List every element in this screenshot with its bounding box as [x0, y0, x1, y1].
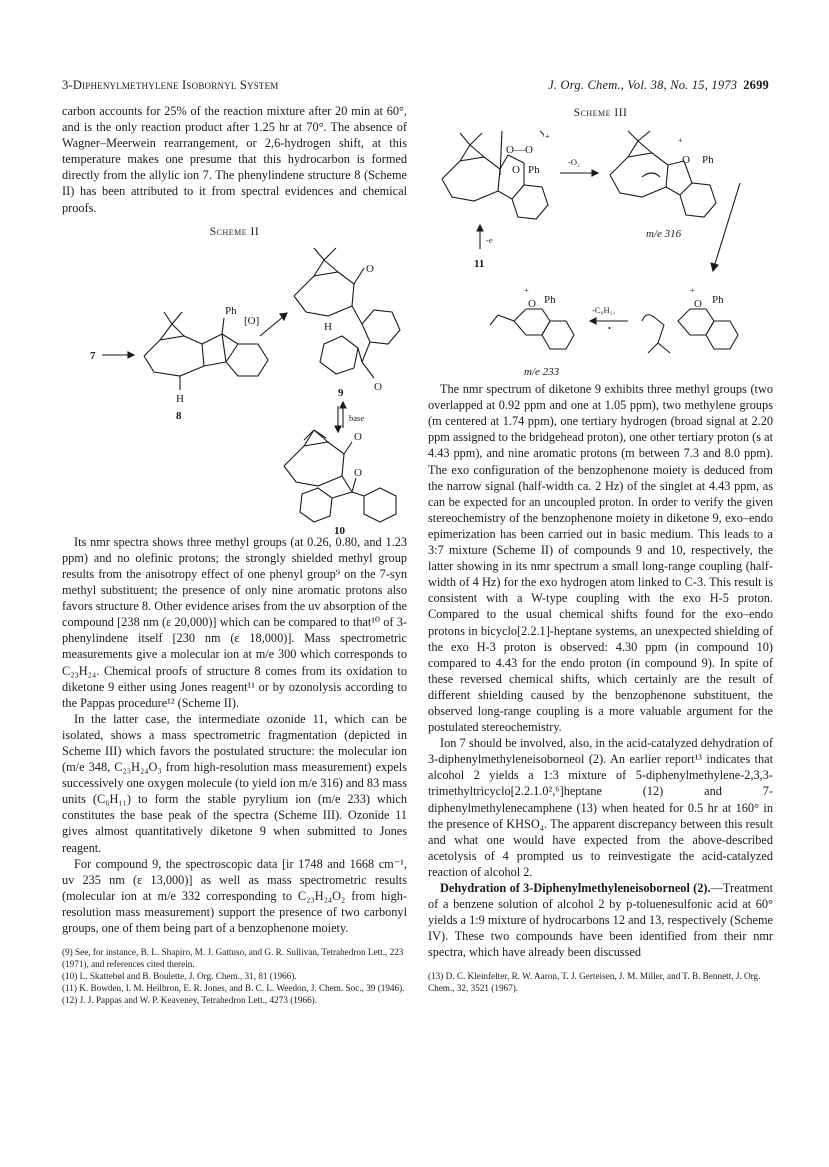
label-plus-233: + — [524, 285, 529, 296]
arrowhead — [711, 263, 718, 271]
arrow-8-to-9 — [260, 316, 284, 336]
left-paragraph-4: For compound 9, the spectroscopic data [ir 1748 and 1668 cm⁻¹, uv 235 nm (ε 13,000)] as well as mass spectrometric results (molecular ion at m/e 332 corresponding to C₂₃H₂₄O₂ from high-resolution mass measurement) support the presence of two carbonyl groups, one of them being part of a benzophenone moiety. — [62, 856, 407, 935]
right-paragraph-3 — [428, 880, 773, 960]
page-number: 2699 — [743, 78, 769, 92]
label-minus-o2: -O₂ — [568, 157, 580, 168]
label-plus-fragment: + — [690, 285, 695, 296]
arrowhead — [477, 225, 483, 231]
label-oxidation: [O] — [244, 314, 260, 327]
label-o-10-a: O — [354, 430, 362, 443]
left-paragraph-3: In the latter case, the intermediate ozonide 11, which can be isolated, shows a mass spectrometric fragmentation (depicted in Scheme III) which favors the postulated structure: the molecular ion (m/e 348, C₂₃H₂₄O₃ from high-resolution mass measurement) expels successively one oxygen molecule (to yield ion m/e 316) and 83 mass units (C₆H₁₁) to form the stable pyrylium ion (m/e 233) which constitutes the base peak of the spectra (Scheme III). Ozonide 11 gives almost quantitatively diketone 9 when submitted to Jones reagent. — [62, 711, 407, 855]
right-footnotes — [428, 970, 773, 994]
arrow-316-to-233 — [714, 183, 740, 267]
label-o-10-b: O — [354, 466, 362, 479]
journal-citation — [548, 78, 769, 93]
arrowhead — [128, 352, 134, 358]
left-paragraph-2: Its nmr spectra shows three methyl groups (at 0.26, 0.80, and 1.23 ppm) and no olefinic protons; the strongly shielded methyl group results from the anisotropy effect of one phenyl group⁹ on the 7-syn methyl substituent; the presence of only nine aromatic protons also favors structure 8. Other evidence arises from the uv absorption of the compound [238 nm (ε 20,000)] which can be compared to that¹⁰ of 3-phenylindene itself [230 nm (ε 18,000)]. Mass spectrometric measurements give a molecular ion at m/e 300 which corresponds to C₂₃H₂₄. Chemical proofs of structure 8 comes from its oxidation to diketone 9 either using Jones reagent¹¹ or by ozonolysis according to the Pappas procedure¹² (Scheme II). — [62, 534, 407, 710]
structure-10 — [284, 430, 396, 522]
left-column — [62, 103, 407, 1006]
label-minus-c6h11: -C₆H₁₁ — [592, 305, 616, 316]
label-9: 9 — [338, 386, 344, 399]
label-8: 8 — [176, 409, 182, 422]
footnote-13: (13) D. C. Kleinfelter, R. W. Aaron, T. J. Gerteisen, J. M. Miller, and T. B. Bennett, J. Org. Chem., 32, 3521 (1967). — [428, 971, 761, 994]
label-o-9-top: O — [366, 262, 374, 275]
arrowhead — [592, 170, 598, 176]
structure-ion-316 — [610, 131, 716, 217]
label-h-8: H — [176, 392, 184, 405]
right-paragraph-1: The nmr spectrum of diketone 9 exhibits three methyl groups (two overlapped at 0.92 ppm and one at 1.05 ppm), two methylene groups (m centered at 1.74 ppm), one tertiary hydrogen (broad signal at 2.20 ppm assigned to the bridgehead proton), one other tertiary proton (s at 4.43 ppm), and nine aromatic protons (m between 7.3 and 8.0 ppm). The exo configuration of the benzophenone moiety is deduced from the narrow signal (half-width ca. 2 Hz) of the singlet at 4.43 ppm, as can be expected for an uncoupled proton. In order to verify the given stereochemistry of the benzophenone moiety in diketone 9, exo–endo epimerization has been carried out in basic medium. This leads to a 3:7 mixture (Scheme II) of compounds 9 and 10, respectively, the latter showing in its nmr spectrum a small long-range coupling (half-width of 4 Hz) for the exo hydrogen atom linked to C-3. This result is consistent with a W-type coupling with the exo H-5 proton. Compared to the usual chemical shifts found for the exo–endo protons in bicyclo[2.2.1]-heptane systems, an unexpected shielding of the exo H-3 proton is observed: 4.30 ppm (in compound 10) compared to 4.43 for the endo proton (in compound 9). In spite of these reversed chemical shifts, which certainly are the result of different shielding caused by the benzophenone substituent, the observed long-range coupling is a more valuable argument for the postulated stereochemistry. — [428, 382, 773, 735]
label-ph-11: Ph — [528, 164, 540, 177]
scheme-2-figure — [62, 244, 407, 534]
right-column — [428, 103, 773, 994]
section-subheading: Dehydration of 3-Diphenylmethyleneisoborneol (2). — [440, 881, 711, 895]
scheme-2-label: Scheme II — [209, 225, 260, 238]
label-base: base — [349, 412, 365, 423]
label-ph-fragment: Ph — [712, 294, 724, 307]
label-o-9: O — [374, 380, 382, 393]
footnote-12: (12) J. J. Pappas and W. P. Keaveney, Tetrahedron Lett., 4273 (1966). — [62, 995, 318, 1006]
label-o-fragment: O — [694, 298, 702, 311]
label-o-ion: O — [682, 154, 690, 167]
label-radical-cation: ·+ — [542, 131, 550, 142]
footnote-11: (11) K. Bowden, I. M. Heilbron, E. R. Jones, and B. C. L. Weedon, J. Chem. Soc., 39 (1946). — [62, 983, 405, 994]
arrowhead — [340, 402, 346, 408]
label-10: 10 — [334, 524, 345, 534]
label-ph-8: Ph — [225, 304, 237, 317]
scheme-3-label: Scheme III — [573, 107, 628, 119]
label-oo: O—O — [506, 144, 533, 157]
label-ph-316: Ph — [702, 154, 714, 167]
structure-9 — [294, 248, 400, 378]
label-minus-e: -e — [486, 235, 493, 246]
arrowhead — [335, 426, 341, 432]
label-ph-233: Ph — [544, 294, 556, 307]
scheme-3-figure — [428, 125, 773, 381]
label-me-233: m/e 233 — [524, 366, 560, 379]
right-paragraph-3-text: —Treatment of a benzene solution of alcohol 2 by p-toluenesulfonic acid at 60° yields a 1:9 mixture of hydrocarbons 12 and 13, respectively (Scheme IV). These two compounds have been identified from their nmr spectra, which have already been discussed — [428, 881, 773, 960]
arrowhead — [590, 318, 596, 324]
label-o-pyrylium: O — [528, 298, 536, 311]
right-paragraph-2: Ion 7 should be involved, also, in the acid-catalyzed dehydration of 3-diphenylmethyleneisoborneol (2). An earlier report¹³ indicates that alcohol 2 yields a 1:3 mixture of 5-diphenylmethylene-2,3,3-trimethyltricyclo[2.2.1.0²,⁶]heptane (12) and 7-diphenylmethylenecamphene (13) when heated for 0.5 hr at 160° in the presence of KHSO₄. The apparent discrepancy between this result and what one would have expected from the above-described acetolysis of 4 prompted us to reinvestigate the acid-catalyzed reaction of alcohol 2. — [428, 736, 773, 879]
footnote-10: (10) L. Skattebøl and B. Boulette, J. Org. Chem., 31, 81 (1966). — [62, 971, 297, 982]
journal-name: J. Org. Chem., Vol. 38, No. 15, 1973 — [548, 78, 738, 92]
label-h-9: H — [324, 320, 332, 333]
label-7: 7 — [90, 349, 96, 362]
left-footnotes — [62, 946, 407, 1006]
electron-arrow — [642, 173, 660, 177]
structure-pyrylium-233 — [490, 309, 574, 349]
left-paragraph-1: carbon accounts for 25% of the reaction mixture after 20 min at 60°, and is the only reaction product after 1.25 hr at 70°. The absence of Wagner–Meerwein rearrangement, or 2,6-hydrogen shift, at this temperature makes one presume that this hydrocarbon is formed directly from the allylic ion 7. The phenylindene structure 8 (Scheme II) has been attributed to it from spectral evidences and chemical proofs. — [62, 104, 407, 215]
label-me-316: m/e 316 — [646, 228, 682, 241]
label-o-ring: O — [512, 164, 520, 177]
running-title: 3-Diphenylmethylene Isobornyl System — [62, 78, 279, 92]
label-plus-316: + — [678, 135, 683, 146]
label-radical-dot: • — [608, 323, 611, 334]
structure-fragment — [642, 309, 738, 353]
label-11: 11 — [474, 258, 485, 271]
footnote-9: (9) See, for instance, B. L. Shapiro, M. J. Gattuso, and G. R. Sullivan, Tetrahedron Lett., 223 (1971), and references cited therein. — [62, 947, 404, 970]
